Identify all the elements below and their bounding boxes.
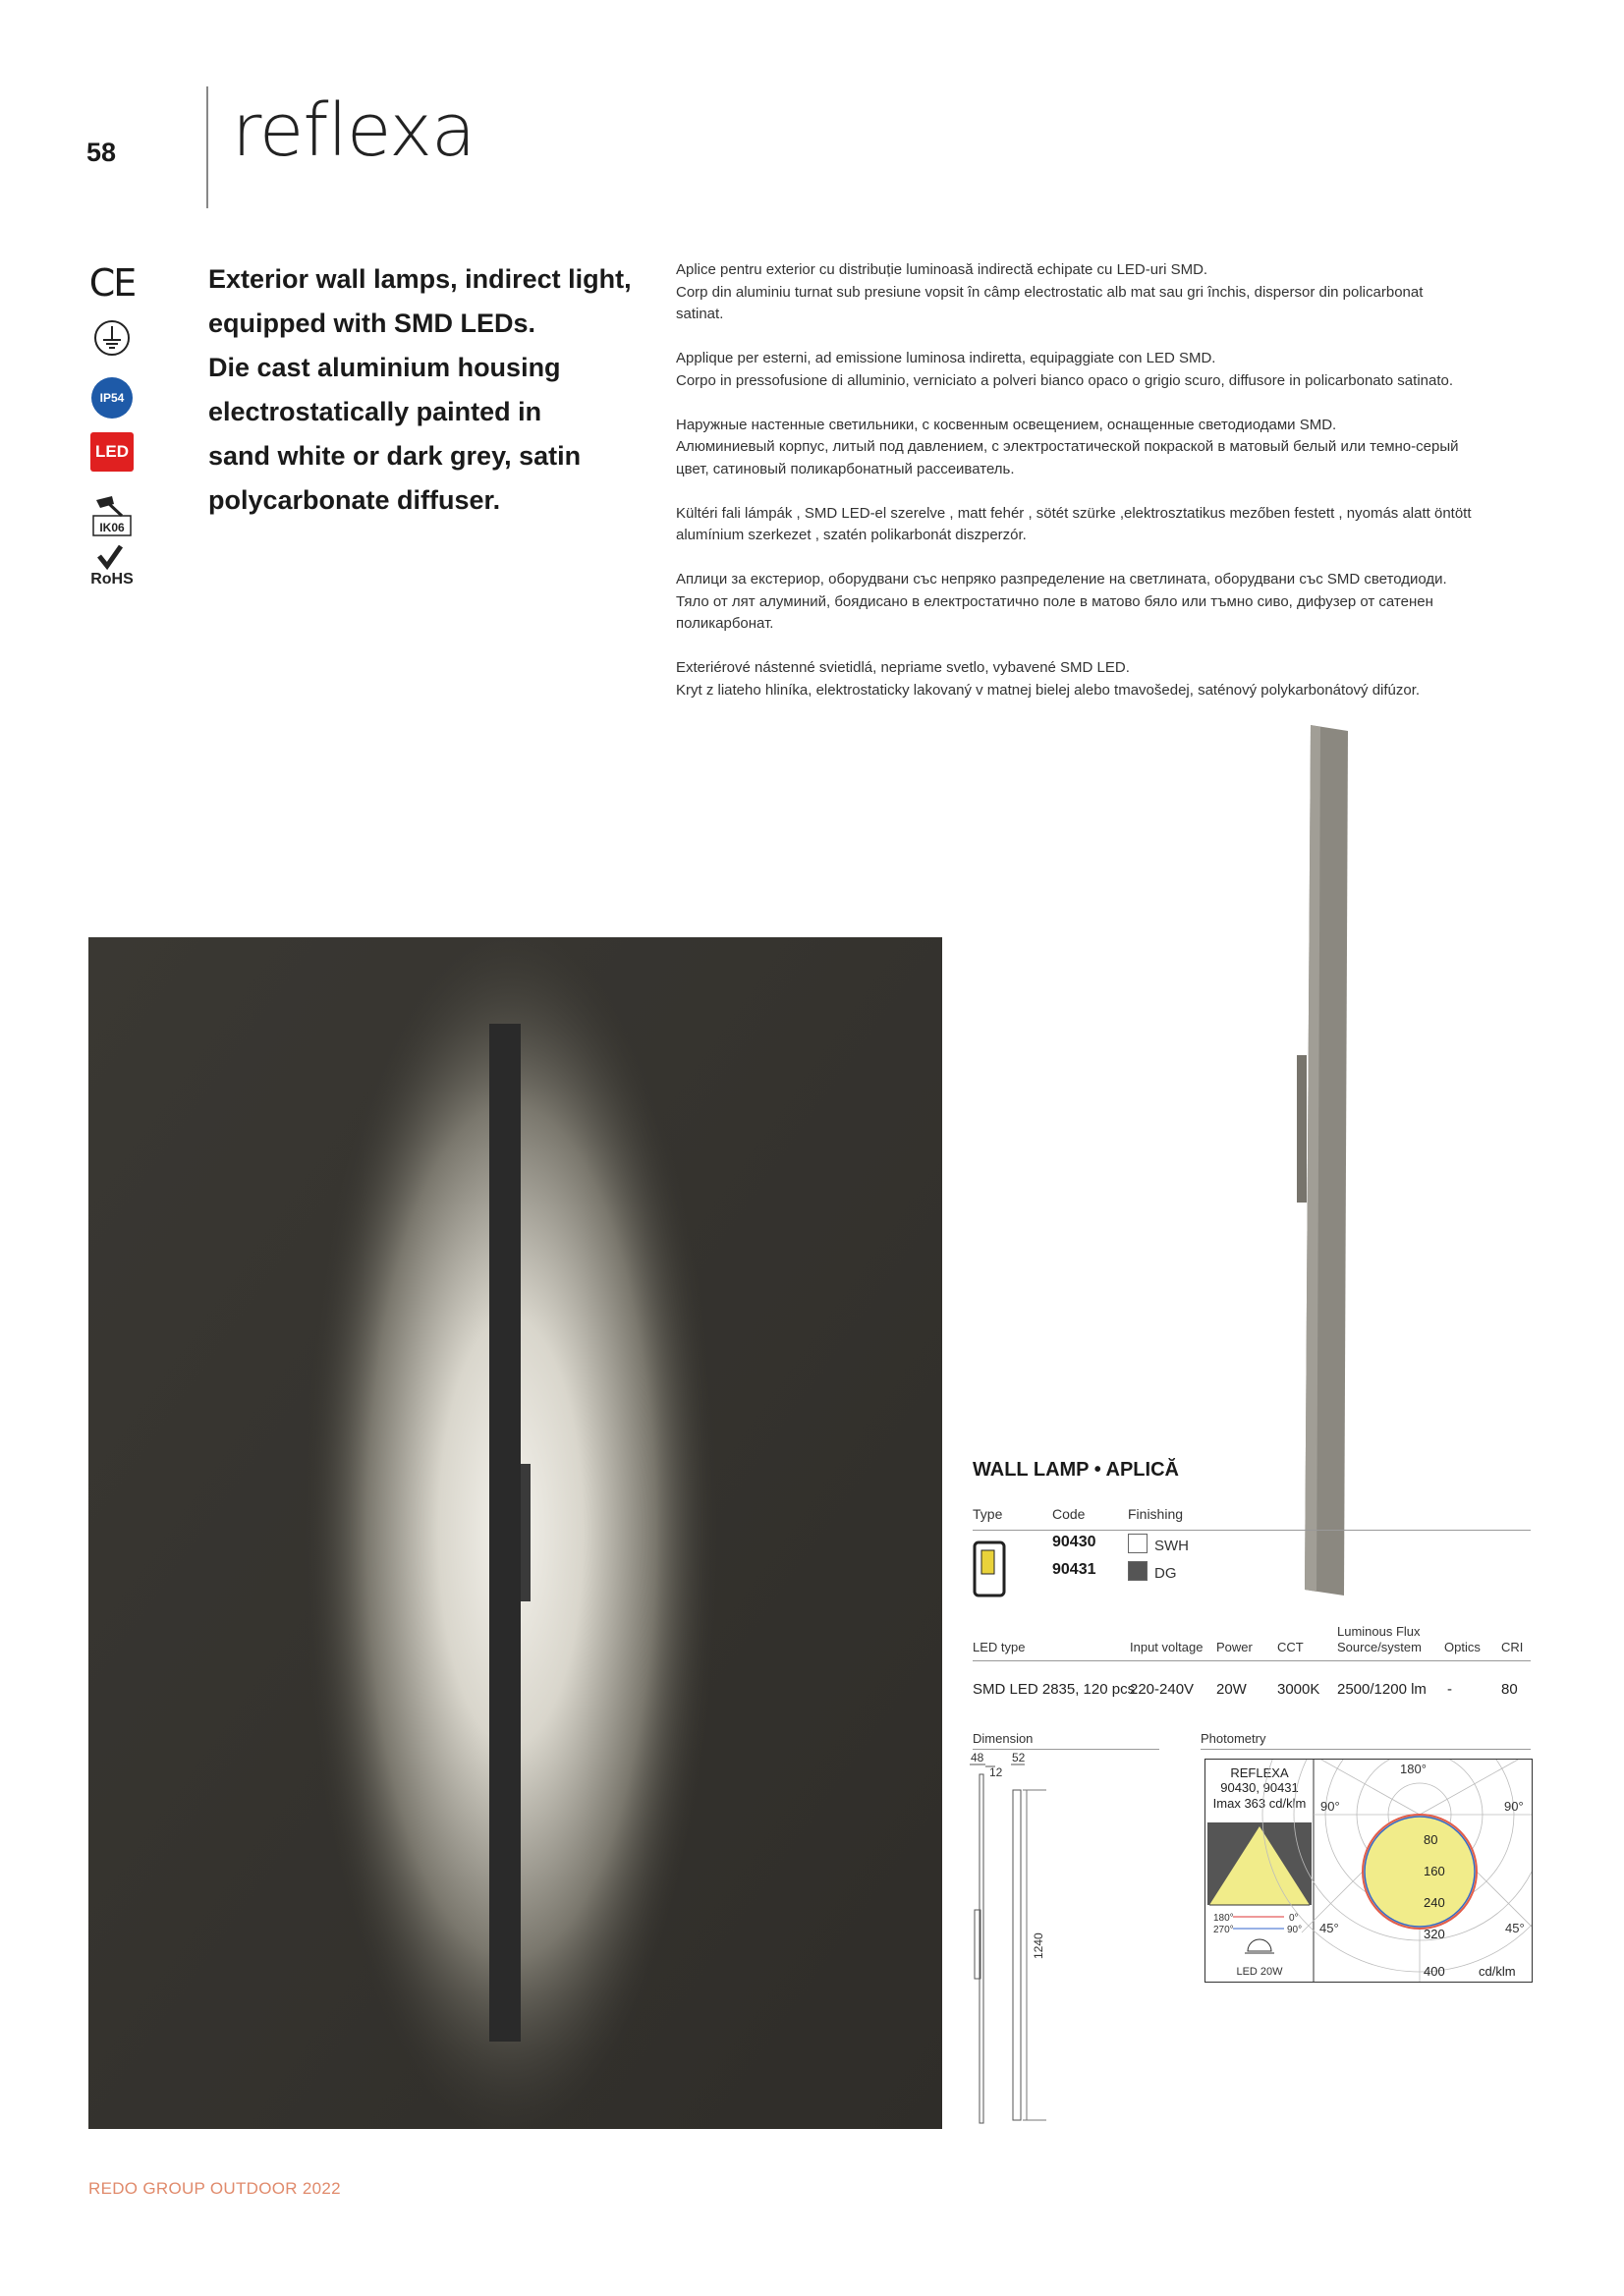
spec-divider (973, 1530, 1531, 1531)
lead-line: Die cast aluminium housing (208, 353, 561, 382)
description-it (676, 348, 1560, 392)
hdr-power: Power (1216, 1640, 1253, 1654)
finish-swatch-dg (1128, 1561, 1148, 1581)
desc-line: цвет, сатиновый поликарбонатный рассеиватель. (676, 460, 1015, 477)
photo-r80: 80 (1424, 1832, 1438, 1847)
hdr-cct: CCT (1277, 1640, 1304, 1654)
desc-line: Corpo in pressofusione di alluminio, verniciato a polveri bianco opaco o grigio scuro, diffusore in policarbonato satinato. (676, 371, 1454, 389)
photometry-label: Photometry (1201, 1731, 1266, 1746)
rohs-label: RoHS (90, 571, 134, 588)
finish-label: DG (1154, 1565, 1177, 1582)
hdr-voltage: Input voltage (1130, 1640, 1204, 1654)
hdr-flux: Source/system (1337, 1640, 1422, 1654)
rohs-icon (84, 541, 140, 588)
footer-text: REDO GROUP OUTDOOR 2022 (88, 2179, 341, 2198)
photo-a180: 180° (1213, 1913, 1234, 1924)
photo-name: REFLEXA (1230, 1765, 1289, 1780)
page-number: 58 (86, 138, 117, 167)
description-ru (676, 415, 1560, 481)
description-sk (676, 657, 1560, 701)
description-bg (676, 569, 1560, 636)
photo-top: 180° (1400, 1762, 1427, 1776)
desc-line: Аплици за екстериор, оборудвани със непряко разпределение на светлината, оборудвани със SMD светодиоди. (676, 571, 1447, 588)
desc-line: Тяло от лят алуминий, боядисано в електростатично поле в матово бяло или тъмно сиво, дифузер от сатенен (676, 592, 1433, 610)
led-label: LED (90, 432, 134, 472)
lead-line: Exterior wall lamps, indirect light, (208, 264, 632, 294)
hdr-flux-top: Luminous Flux (1337, 1624, 1421, 1639)
dimension-divider (973, 1749, 1159, 1750)
photo-codes: 90430, 90431 (1220, 1780, 1299, 1795)
desc-line: Corp din aluminiu turnat sub presiune vopsit în câmp electrostatic alb mat sau gri închis, dispersor din policarbonat (676, 283, 1424, 301)
desc-line: Aplice pentru exterior cu distribuție luminoasă indirectă echipate cu LED-uri SMD. (676, 261, 1208, 278)
photo-r160: 160 (1424, 1864, 1445, 1878)
photo-r320: 320 (1424, 1927, 1445, 1941)
val-voltage: 220-240V (1130, 1681, 1195, 1698)
val-cct: 3000K (1277, 1681, 1320, 1698)
hdr-optics: Optics (1444, 1640, 1481, 1654)
wall-lamp-type-icon (973, 1540, 1020, 1597)
lead-line: equipped with SMD LEDs. (208, 308, 536, 338)
col-code: Code (1052, 1506, 1086, 1522)
dim-12: 12 (989, 1765, 1003, 1779)
photo-imax: Imax 363 cd/klm (1212, 1796, 1307, 1811)
desc-line: satinat. (676, 306, 724, 322)
spec-title: WALL LAMP • APLICĂ (973, 1459, 1179, 1481)
lead-line: electrostatically painted in (208, 397, 542, 426)
col-finishing: Finishing (1128, 1506, 1184, 1522)
photo-right45: 45° (1505, 1921, 1525, 1935)
val-led-type: SMD LED 2835, 120 pcs (973, 1681, 1136, 1698)
desc-line: Алюминиевый корпус, литый под давлением, с электростатической покраской в матовый белый или темно-серый (676, 438, 1459, 455)
desc-line: alumínium szerkezet , szatén polikarbonát diszperzór. (676, 527, 1027, 543)
product-image (1277, 725, 1375, 1609)
photo-left45: 45° (1319, 1921, 1339, 1935)
description-ro (676, 259, 1560, 326)
ip54-icon (84, 376, 140, 420)
finish-label: SWH (1154, 1538, 1189, 1554)
photo-r400: 400 (1424, 1964, 1445, 1979)
photo-right90: 90° (1504, 1799, 1524, 1814)
ik06-icon (84, 487, 140, 542)
product-code: 90431 (1052, 1561, 1096, 1578)
product-code: 90430 (1052, 1534, 1096, 1550)
ip54-label: IP54 (91, 377, 133, 419)
photo-left90: 90° (1320, 1799, 1340, 1814)
dim-48: 48 (971, 1753, 984, 1764)
desc-line: Exteriérové nástenné svietidlá, nepriame svetlo, vybavené SMD LED. (676, 659, 1130, 676)
desc-line: Kryt z liateho hliníka, elektrostaticky lakovaný v matnej bielej alebo tmavošedej, saténový polykarbonátový difúzor. (676, 681, 1421, 699)
desc-line: поликарбонат. (676, 615, 774, 632)
header-divider (206, 86, 208, 208)
description-hu (676, 503, 1560, 547)
hdr-led-type: LED type (973, 1640, 1026, 1654)
photo-a270: 270° (1213, 1925, 1234, 1935)
dim-1240: 1240 (1032, 1932, 1045, 1959)
finish-swatch-swh (1128, 1534, 1148, 1553)
lead-description (208, 257, 631, 523)
lead-line: polycarbonate diffuser. (208, 485, 501, 515)
desc-line: Applique per esterni, ad emissione luminosa indiretta, equipaggiate con LED SMD. (676, 350, 1216, 366)
val-cri: 80 (1501, 1681, 1518, 1698)
photo-led: LED 20W (1236, 1966, 1283, 1978)
ground-icon (84, 316, 140, 360)
col-type: Type (973, 1506, 1003, 1522)
ambient-photo (88, 937, 942, 2129)
photo-r240: 240 (1424, 1895, 1445, 1910)
photo-a90: 90° (1287, 1925, 1303, 1935)
desc-line: Kültéri fali lámpák , SMD LED-el szerelve , matt fehér , sötét szürke ,elektrosztatikus mezőben festett , nyomás alatt öntött (676, 504, 1472, 522)
val-flux: 2500/1200 lm (1337, 1681, 1427, 1698)
dimension-drawing (968, 1753, 1066, 2131)
photo-unit: cd/klm (1479, 1964, 1516, 1979)
photometry-divider (1201, 1749, 1531, 1750)
led-icon (84, 430, 140, 474)
val-power: 20W (1216, 1681, 1247, 1698)
page-title: reflexa (232, 88, 476, 173)
lead-line: sand white or dark grey, satin (208, 441, 582, 471)
tech-divider (973, 1660, 1531, 1661)
desc-line: Наружные настенные светильники, с косвенным освещением, оснащенные светодиодами SMD. (676, 416, 1337, 433)
hdr-cri: CRI (1501, 1640, 1524, 1654)
val-optics: - (1447, 1681, 1452, 1698)
photometry-diagram (1204, 1759, 1533, 1983)
ik06-label: IK06 (99, 521, 125, 534)
ce-mark-icon: CE (88, 261, 136, 305)
dim-52: 52 (1012, 1753, 1026, 1764)
dimension-label: Dimension (973, 1731, 1034, 1746)
multilingual-descriptions (676, 259, 1560, 724)
photo-a0: 0° (1289, 1913, 1299, 1924)
